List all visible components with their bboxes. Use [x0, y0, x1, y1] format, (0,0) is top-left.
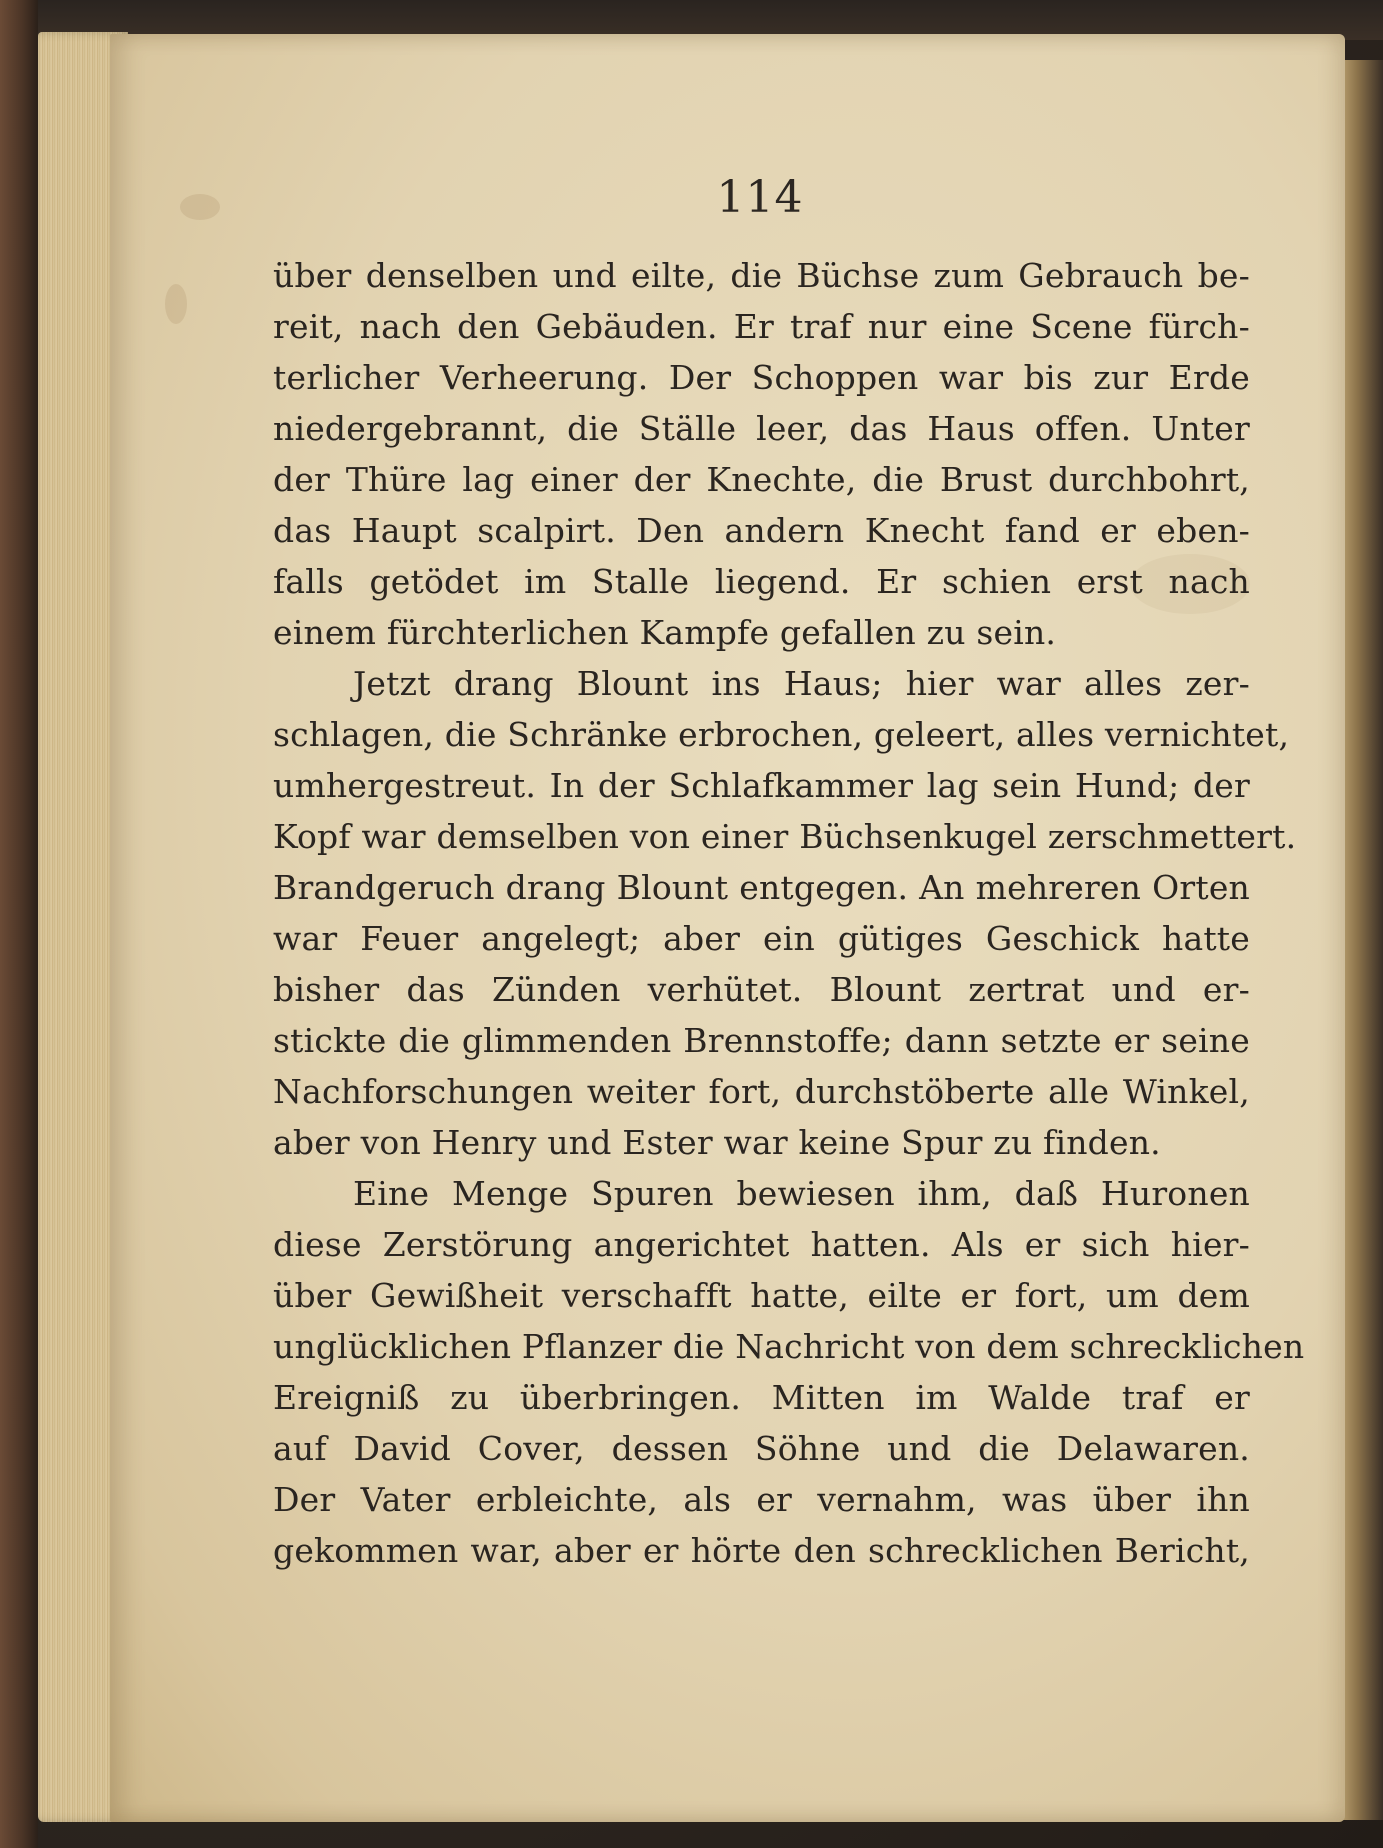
text-line: diese Zerstörung angerichtet hatten. Als er sich hier-	[273, 1225, 1250, 1264]
text-line: niedergebrannt, die Ställe leer, das Haus offen. Unter	[273, 409, 1250, 448]
right-page-edge	[1340, 60, 1383, 1820]
text-line: der Thüre lag einer der Knechte, die Brust durchbohrt,	[273, 460, 1250, 499]
text-line: Der Vater erbleichte, als er vernahm, was über ihn	[273, 1480, 1250, 1519]
text-line: gekommen war, aber er hörte den schrecklichen Bericht,	[273, 1531, 1250, 1570]
text-line: umhergestreut. In der Schlafkammer lag sein Hund; der	[273, 766, 1250, 805]
text-line: stickte die glimmenden Brennstoffe; dann setzte er seine	[273, 1021, 1250, 1060]
leather-binding	[0, 0, 38, 1848]
text-line: das Haupt scalpirt. Den andern Knecht fand er eben-	[273, 511, 1250, 550]
text-line: reit, nach den Gebäuden. Er traf nur eine Scene fürch-	[273, 307, 1250, 346]
text-line: Nachforschungen weiter fort, durchstöberte alle Winkel,	[273, 1072, 1250, 1111]
text-line: falls getödet im Stalle liegend. Er schien erst nach	[273, 562, 1250, 601]
text-line: war Feuer angelegt; aber ein gütiges Geschick hatte	[273, 919, 1250, 958]
text-line: einem fürchterlichen Kampfe gefallen zu sein.	[273, 613, 1057, 652]
text-line: über denselben und eilte, die Büchse zum Gebrauch be-	[273, 256, 1250, 295]
page-number: 114	[716, 172, 804, 223]
foxing-spot	[165, 284, 187, 324]
text-line: unglücklichen Pflanzer die Nachricht von dem schrecklichen	[273, 1327, 1305, 1366]
text-line: terlicher Verheerung. Der Schoppen war bis zur Erde	[273, 358, 1250, 397]
text-line: auf David Cover, dessen Söhne und die Delawaren.	[273, 1429, 1250, 1468]
text-line: aber von Henry und Ester war keine Spur zu finden.	[273, 1123, 1161, 1162]
text-line: schlagen, die Schränke erbrochen, geleert, alles vernichtet,	[273, 715, 1290, 754]
text-line: Brandgeruch drang Blount entgegen. An mehreren Orten	[273, 868, 1250, 907]
text-line: Jetzt drang Blount ins Haus; hier war alles zer-	[353, 664, 1250, 703]
text-line: bisher das Zünden verhütet. Blount zertrat und er-	[273, 970, 1250, 1009]
page-body-text	[273, 250, 1305, 1576]
text-line: Ereigniß zu überbringen. Mitten im Walde traf er	[273, 1378, 1250, 1417]
text-line: Eine Menge Spuren bewiesen ihm, daß Huronen	[353, 1174, 1250, 1213]
text-line: über Gewißheit verschafft hatte, eilte er fort, um dem	[273, 1276, 1250, 1315]
text-line: Kopf war demselben von einer Büchsenkugel zerschmettert.	[273, 817, 1297, 856]
